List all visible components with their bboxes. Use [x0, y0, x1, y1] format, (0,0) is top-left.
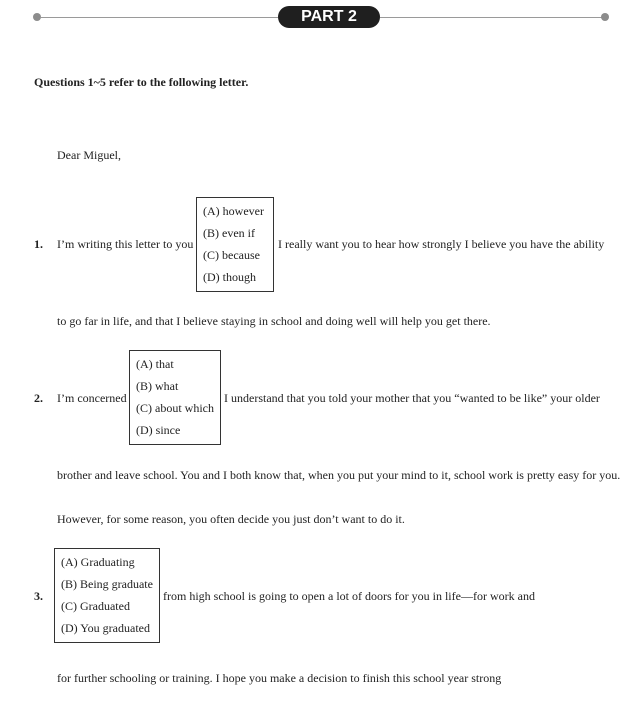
instructions-heading: Questions 1~5 refer to the following letter. — [34, 75, 249, 89]
option-c[interactable]: (C) Graduated — [61, 599, 130, 613]
question-number: 1. — [34, 237, 43, 251]
part-label: PART 2 — [278, 6, 380, 28]
question-text-before: I’m concerned — [57, 391, 127, 405]
salutation: Dear Miguel, — [57, 148, 121, 162]
question-number: 3. — [34, 589, 43, 603]
option-b[interactable]: (B) what — [136, 379, 179, 393]
question-continuation: to go far in life, and that I believe staying in school and doing well will help you get there. — [57, 314, 491, 328]
question-text-after: I understand that you told your mother that you “wanted to be like” your older — [224, 391, 600, 405]
option-d[interactable]: (D) though — [203, 270, 256, 284]
header-left-rule — [41, 17, 278, 18]
option-b[interactable]: (B) even if — [203, 226, 255, 240]
answer-choices-box — [54, 548, 160, 643]
answer-choices-box — [196, 197, 274, 292]
question-text-after: I really want you to hear how strongly I believe you have the ability — [278, 237, 605, 251]
option-d[interactable]: (D) since — [136, 423, 181, 437]
question-continuation: for further schooling or training. I hope you make a decision to finish this school year strong — [57, 671, 502, 685]
question-continuation: However, for some reason, you often decide you just don’t want to do it. — [57, 512, 405, 526]
question-text-before: I’m writing this letter to you — [57, 237, 194, 251]
option-a[interactable]: (A) that — [136, 357, 174, 371]
option-d[interactable]: (D) You graduated — [61, 621, 150, 635]
option-c[interactable]: (C) because — [203, 248, 260, 262]
header-right-rule — [380, 17, 602, 18]
option-a[interactable]: (A) however — [203, 204, 264, 218]
option-b[interactable]: (B) Being graduate — [61, 577, 153, 591]
question-number: 2. — [34, 391, 43, 405]
answer-choices-box — [129, 350, 221, 445]
header-left-dot — [33, 13, 41, 21]
question-text-after: from high school is going to open a lot of doors for you in life—for work and — [163, 589, 535, 603]
question-continuation: brother and leave school. You and I both know that, when you put your mind to it, school work is pretty easy for you. — [57, 468, 621, 482]
option-c[interactable]: (C) about which — [136, 401, 214, 415]
option-a[interactable]: (A) Graduating — [61, 555, 135, 569]
header-right-dot — [601, 13, 609, 21]
